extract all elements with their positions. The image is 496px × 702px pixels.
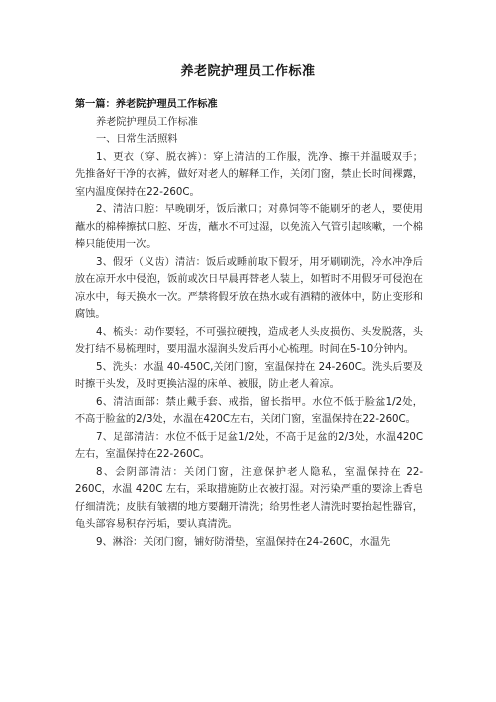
paragraph-2: 2、清洁口腔：早晚刷牙，饭后漱口；对鼻饲等不能刷牙的老人，要使用蘸水的棉棒擦拭口腔、牙齿，蘸水不可过湿，以免流入气管引起咳嗽，一个棉棒只能使用一次。: [75, 204, 423, 250]
document-body: [75, 96, 423, 551]
paragraph-1: 1、更衣（穿、脱衣裤）：穿上清洁的工作服，洗净、擦干并温暖双手；先推备好干净的衣裤，做好对老人的解释工作，关闭门窗，禁止长时间裸露，室内温度保持在22-260C。: [75, 151, 423, 198]
document-title: 养老院护理员工作标准: [180, 64, 316, 79]
document-subtitle: 养老院护理员工作标准: [96, 116, 198, 128]
paragraph-8: 8、会阴部清洁：关闭门窗，注意保护老人隐私，室温保持在 22-260C，水温 420C 左右，采取措施防止衣被打湿。对污染严重的要涂上香皂仔细清洗；皮肤有皱褶的地方要翻开清洗；给男性老人清洗时要抬起性器官，龟头部容易积存污垢，要认真清洗。: [75, 466, 423, 530]
section-heading: 第一篇：养老院护理员工作标准: [75, 99, 218, 110]
paragraph-4: 4、梳头：动作要轻，不可强拉硬拽，造成老人头皮损伤、头发脱落，头发打结不易梳理时，要用温水湿润头发后再小心梳理。时间在5-10分钟内。: [75, 326, 423, 355]
category-heading: 一、日常生活照料: [96, 134, 178, 145]
paragraph-5: 5、洗头：水温 40-450C,关闭门窗，室温保持在 24-260C。洗头后要及时擦干头发，及时更换沾湿的床单、被服，防止老人着凉。: [75, 361, 423, 390]
paragraph-7: 7、足部清洁：水位不低于足盆1/2处，不高于足盆的2/3处，水温420C左右，室温保持在22-260C。: [75, 431, 423, 460]
paragraph-3: 3、假牙（义齿）清洁：饭后或睡前取下假牙，用牙刷刷洗，冷水冲净后放在凉开水中侵泡，饭前或次日早晨再替老人装上，如暂时不用假牙可侵泡在凉水中，每天换水一次。严禁将假牙放在热水或有酒精的液体中，防止变形和腐蚀。: [75, 256, 423, 320]
paragraph-6: 6、清洁面部：禁止戴手套、戒指，留长指甲。水位不低于脸盆1/2处，不高于脸盆的2/3处，水温在420C左右，关闭门窗，室温保持在22-260C。: [75, 396, 423, 425]
paragraph-9: 9、淋浴：关闭门窗，铺好防滑垫，室温保持在24-260C，水温先: [96, 536, 391, 548]
